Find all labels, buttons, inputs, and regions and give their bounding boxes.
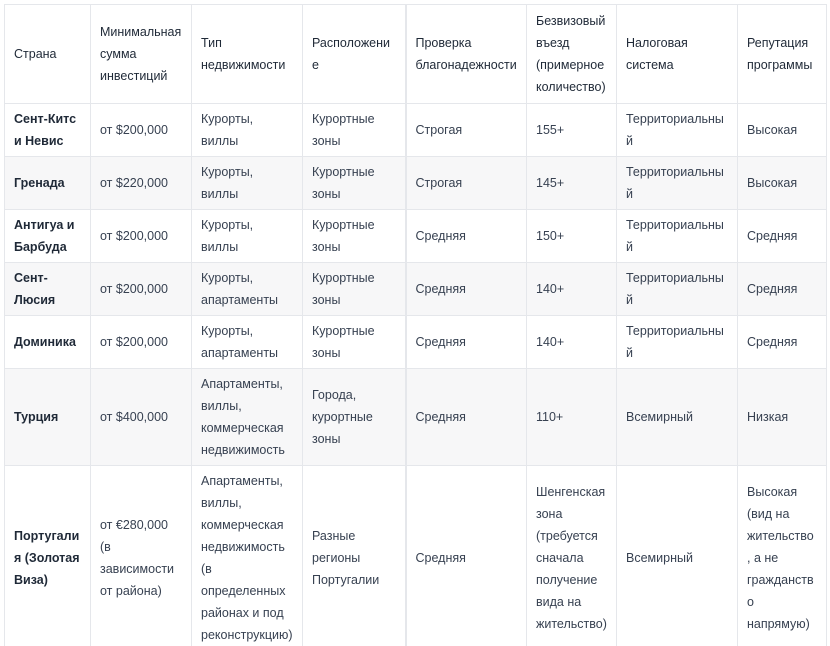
cell-due-diligence: Средняя [406,210,527,263]
cell-visa-free: 140+ [527,316,617,369]
header-country: Страна [5,5,91,104]
cell-due-diligence: Средняя [406,263,527,316]
cell-visa-free: 110+ [527,369,617,466]
table-header-row [5,5,827,104]
cell-location: Города, курортные зоны [303,369,406,466]
cell-tax-system: Территориальный [617,263,738,316]
cell-property-type: Курорты, апартаменты [192,316,303,369]
cell-tax-system: Территориальный [617,157,738,210]
header-location: Расположение [303,5,406,104]
cell-country: Турция [5,369,91,466]
cell-property-type: Апартаменты, виллы, коммерческая недвижимость (в определенных районах и под реконструкцию) [192,466,303,646]
cell-min-investment: от $400,000 [91,369,192,466]
cell-tax-system: Всемирный [617,466,738,646]
cell-min-investment: от $220,000 [91,157,192,210]
cell-location: Курортные зоны [303,316,406,369]
cell-country: Антигуа и Барбуда [5,210,91,263]
cell-due-diligence: Строгая [406,157,527,210]
cell-min-investment: от €280,000 (в зависимости от района) [91,466,192,646]
table-row [5,263,827,316]
table-row [5,104,827,157]
cell-country: Доминика [5,316,91,369]
table-row [5,157,827,210]
cell-property-type: Апартаменты, виллы, коммерческая недвижимость [192,369,303,466]
cell-visa-free: 145+ [527,157,617,210]
header-visa-free: Безвизовый въезд (примерное количество) [527,5,617,104]
cell-country: Гренада [5,157,91,210]
table-row [5,369,827,466]
header-reputation: Репутация программы [738,5,827,104]
cell-country: Сент-Китс и Невис [5,104,91,157]
header-property-type: Тип недвижимости [192,5,303,104]
cell-country: Сент-Люсия [5,263,91,316]
cell-visa-free: 155+ [527,104,617,157]
cell-location: Курортные зоны [303,210,406,263]
cell-location: Курортные зоны [303,263,406,316]
table-row [5,210,827,263]
citizenship-comparison-table [4,4,827,646]
cell-reputation: Средняя [738,263,827,316]
cell-tax-system: Территориальный [617,316,738,369]
cell-due-diligence: Средняя [406,316,527,369]
cell-due-diligence: Строгая [406,104,527,157]
header-tax-system: Налоговая система [617,5,738,104]
cell-due-diligence: Средняя [406,466,527,646]
cell-reputation: Низкая [738,369,827,466]
cell-tax-system: Территориальный [617,210,738,263]
cell-tax-system: Всемирный [617,369,738,466]
cell-reputation: Средняя [738,316,827,369]
cell-visa-free: Шенгенская зона (требуется сначала получение вида на жительство) [527,466,617,646]
cell-visa-free: 140+ [527,263,617,316]
cell-reputation: Высокая [738,157,827,210]
cell-reputation: Высокая [738,104,827,157]
header-min-investment: Минимальная сумма инвестиций [91,5,192,104]
cell-property-type: Курорты, виллы [192,157,303,210]
header-due-diligence: Проверка благонадежности [406,5,527,104]
cell-property-type: Курорты, виллы [192,104,303,157]
cell-min-investment: от $200,000 [91,263,192,316]
cell-location: Курортные зоны [303,157,406,210]
cell-reputation: Высокая (вид на жительство, а не гражданство напрямую) [738,466,827,646]
cell-location: Разные регионы Португалии [303,466,406,646]
cell-min-investment: от $200,000 [91,316,192,369]
cell-due-diligence: Средняя [406,369,527,466]
table-row [5,466,827,646]
cell-location: Курортные зоны [303,104,406,157]
cell-visa-free: 150+ [527,210,617,263]
cell-property-type: Курорты, апартаменты [192,263,303,316]
cell-tax-system: Территориальный [617,104,738,157]
cell-reputation: Средняя [738,210,827,263]
table-row [5,316,827,369]
cell-property-type: Курорты, виллы [192,210,303,263]
cell-country: Португалия (Золотая Виза) [5,466,91,646]
cell-min-investment: от $200,000 [91,104,192,157]
cell-min-investment: от $200,000 [91,210,192,263]
